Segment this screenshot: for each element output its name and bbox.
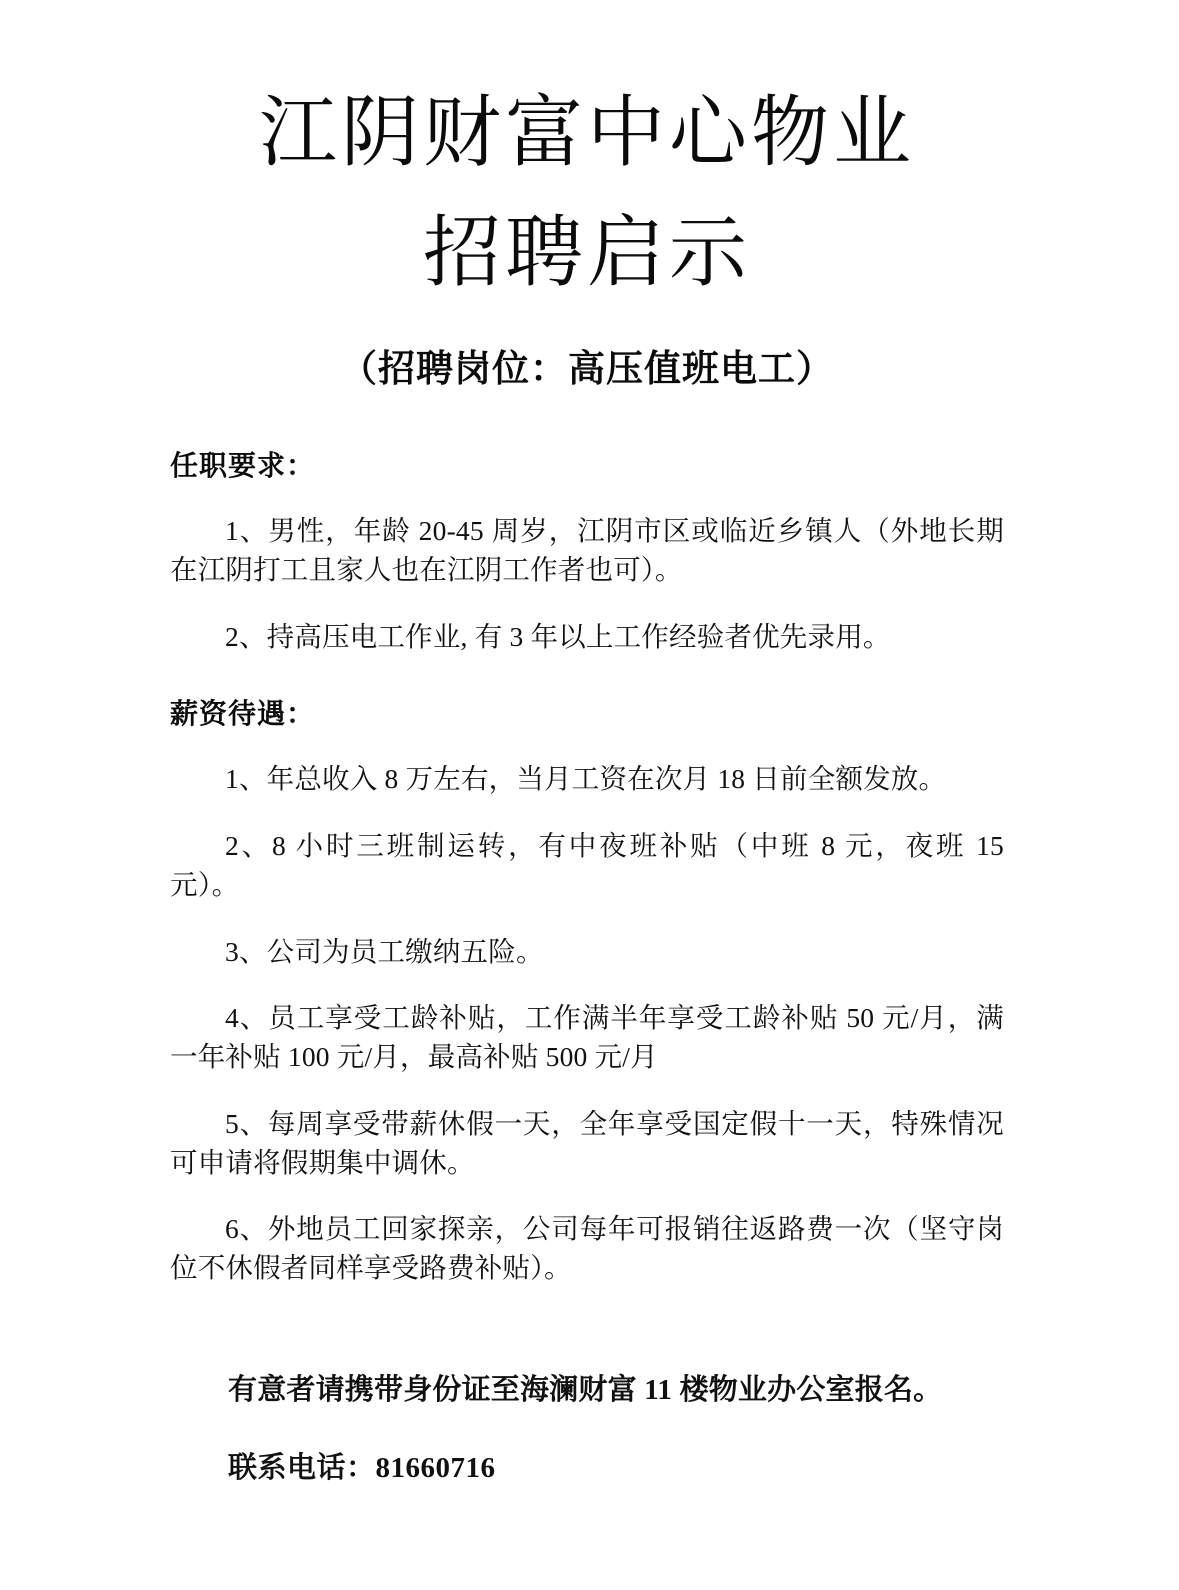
salary-item: 3、公司为员工缴纳五险。 bbox=[225, 935, 544, 967]
section-heading-salary: 薪资待遇： bbox=[170, 698, 316, 730]
closing-block bbox=[170, 1365, 1004, 1486]
section-salary bbox=[170, 692, 1004, 1287]
page-title-line-1: 江阴财富中心物业 bbox=[258, 89, 915, 176]
contact-phone-number: 81660716 bbox=[375, 1452, 496, 1485]
poster-subtitle: （招聘岗位：高压值班电工） bbox=[340, 348, 834, 390]
poster-title-block bbox=[170, 0, 1004, 294]
salary-item: 6、外地员工回家探亲，公司每年可报销往返路费一次（坚守岗位不休假者同样享受路费补贴）。 bbox=[170, 1213, 1004, 1284]
contact-phone-line bbox=[170, 1445, 1004, 1486]
salary-list bbox=[170, 759, 1004, 1287]
salary-item: 1、年总收入 8 万左右，当月工资在次月 18 日前全额发放。 bbox=[225, 763, 947, 795]
application-notice: 有意者请携带身份证至海澜财富 11 楼物业办公室报名。 bbox=[228, 1374, 943, 1407]
requirements-list bbox=[170, 511, 1004, 656]
salary-item: 2、8 小时三班制运转，有中夜班补贴（中班 8 元，夜班 15 元）。 bbox=[170, 829, 1004, 901]
page-title-line-2: 招聘启示 bbox=[422, 208, 751, 296]
salary-item: 5、每周享受带薪休假一天，全年享受国定假十一天，特殊情况可申请将假期集中调休。 bbox=[170, 1107, 1004, 1178]
contact-phone-label: 联系电话： bbox=[228, 1452, 376, 1485]
requirement-item: 1、男性，年龄 20-45 周岁，江阴市区或临近乡镇人（外地长期在江阴打工且家人也在江阴工作者也可）。 bbox=[170, 515, 1004, 586]
section-heading-requirements: 任职要求： bbox=[170, 450, 316, 482]
requirement-item: 2、持高压电工作业, 有 3 年以上工作经验者优先录用。 bbox=[225, 620, 891, 652]
salary-item: 4、员工享受工龄补贴，工作满半年享受工龄补贴 50 元/月，满一年补贴 100 元/月，最高补贴 500 元/月 bbox=[170, 1002, 1004, 1073]
section-requirements bbox=[170, 444, 1004, 656]
